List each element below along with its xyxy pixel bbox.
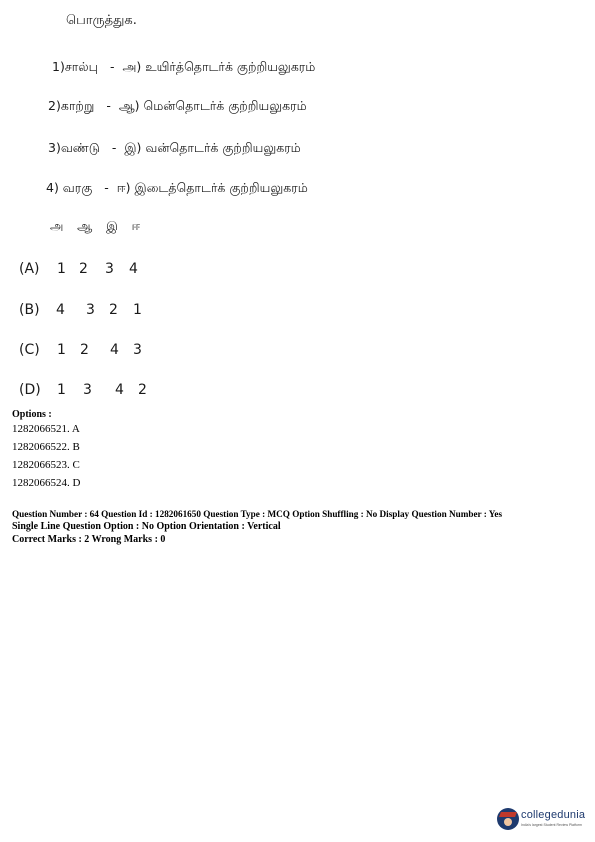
choice-c: [19, 342, 142, 358]
option-id-c: 1282066523. C: [12, 459, 80, 471]
choice-number: 4: [129, 261, 138, 277]
choice-number: 2: [79, 261, 88, 277]
match-left: 4) வரகு: [46, 180, 93, 195]
choice-number: 3: [83, 382, 92, 398]
match-right: ஈ) இடைத்தொடர்க் குற்றியலுகரம்: [116, 180, 308, 195]
match-item-2: [48, 98, 307, 115]
choice-number: 3: [133, 342, 142, 358]
answer-letters: அ ஆ இ ஈ: [50, 219, 141, 233]
brand-name: collegedunia: [521, 809, 586, 821]
choice-number: 3: [105, 261, 114, 277]
option-id-b: 1282066522. B: [12, 441, 80, 453]
match-item-4: [46, 180, 308, 197]
choice-number: 2: [109, 302, 118, 318]
choice-label: (B): [19, 302, 40, 318]
option-id-d: 1282066524. D: [12, 477, 81, 489]
choice-a: [19, 261, 138, 277]
choice-number: 4: [110, 342, 119, 358]
option-id-a: 1282066521. A: [12, 423, 80, 435]
match-right: இ) வன்தொடர்க் குற்றியலுகரம்: [124, 140, 301, 155]
question-meta-line-3: Correct Marks : 2 Wrong Marks : 0: [12, 534, 166, 545]
brand-logo: [497, 802, 595, 838]
choice-label: (A): [19, 261, 40, 277]
match-left: 2)காற்று: [48, 98, 95, 113]
match-left: 1)சால்பு: [52, 59, 98, 74]
match-separator: -: [111, 140, 117, 155]
brand-tagline: India's largest Student Review Platform: [521, 823, 582, 827]
question-meta-line-1: Question Number : 64 Question Id : 1282061650 Question Type : MCQ Option Shuffling : No Display Question Number : Yes: [12, 509, 503, 519]
match-separator: -: [106, 98, 111, 113]
match-item-3: [48, 140, 301, 157]
question-meta-line-2: Single Line Question Option : No Option Orientation : Vertical: [12, 521, 281, 532]
match-separator: -: [109, 59, 115, 74]
choice-number: 2: [138, 382, 147, 398]
choice-label: (D): [19, 382, 41, 398]
choice-number: 1: [57, 261, 66, 277]
choice-label: (C): [19, 342, 40, 358]
options-heading: Options :: [12, 409, 52, 420]
choice-number: 4: [56, 302, 65, 318]
choice-number: 1: [133, 302, 142, 318]
match-separator: -: [104, 180, 109, 195]
match-left: 3)வண்டு: [48, 140, 100, 155]
match-right: ஆ) மென்தொடர்க் குற்றியலுகரம்: [118, 98, 307, 113]
choice-number: 3: [86, 302, 95, 318]
choice-number: 1: [57, 382, 66, 398]
mascot-logo-icon: [497, 808, 519, 830]
question-title: பொருத்துக.: [66, 13, 137, 28]
choice-number: 1: [57, 342, 66, 358]
match-item-1: [52, 59, 315, 76]
choice-number: 2: [80, 342, 89, 358]
match-right: அ) உயிர்த்தொடர்க் குற்றியலுகரம்: [122, 59, 316, 74]
choice-d: [19, 382, 147, 398]
choice-b: [19, 302, 142, 318]
choice-number: 4: [115, 382, 124, 398]
